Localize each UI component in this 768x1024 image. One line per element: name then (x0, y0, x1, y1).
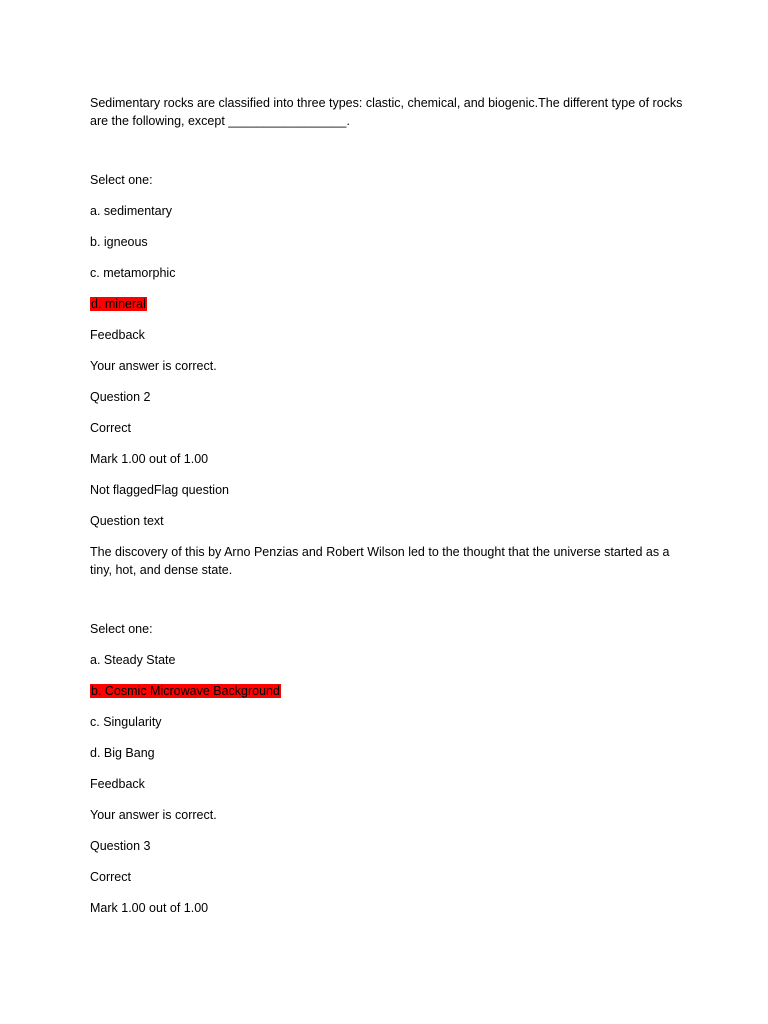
question-2-text-label: Question text (90, 514, 164, 528)
question-2-option-d: d. Big Bang (90, 746, 155, 760)
document-page (90, 94, 690, 917)
question-1-option-c: c. metamorphic (90, 266, 176, 280)
question-2-option-b-highlighted: b. Cosmic Microwave Background (91, 684, 280, 698)
question-2-option-b-row (90, 682, 690, 700)
question-1-option-a: a. sedimentary (90, 204, 172, 218)
question-3-mark: Mark 1.00 out of 1.00 (90, 901, 209, 915)
question-3-status: Correct (90, 870, 131, 884)
question-2-status: Correct (90, 421, 131, 435)
question-1-text: Sedimentary rocks are classified into three types: clastic, chemical, and biogenic.The different type of rocks are the following, except _________________. (90, 96, 683, 128)
question-2-feedback-text: Your answer is correct. (90, 808, 217, 822)
question-1-option-d-highlighted: d. mineral (91, 297, 146, 311)
question-2-option-a: a. Steady State (90, 653, 176, 667)
question-1-select-label: Select one: (90, 173, 153, 187)
question-2-feedback-label: Feedback (90, 777, 145, 791)
question-1-feedback-text: Your answer is correct. (90, 359, 217, 373)
question-2-select-label: Select one: (90, 622, 153, 636)
question-1-option-d-row (90, 295, 690, 313)
question-2-mark: Mark 1.00 out of 1.00 (90, 452, 209, 466)
question-1-option-b: b. igneous (90, 235, 148, 249)
question-2-flag: Not flaggedFlag question (90, 483, 229, 497)
question-3-number: Question 3 (90, 839, 151, 853)
question-1-feedback-label: Feedback (90, 328, 145, 342)
question-2-text: The discovery of this by Arno Penzias and Robert Wilson led to the thought that the universe started as a tiny, hot, and dense state. (90, 545, 670, 577)
question-2-option-c: c. Singularity (90, 715, 162, 729)
question-2-number: Question 2 (90, 390, 151, 404)
